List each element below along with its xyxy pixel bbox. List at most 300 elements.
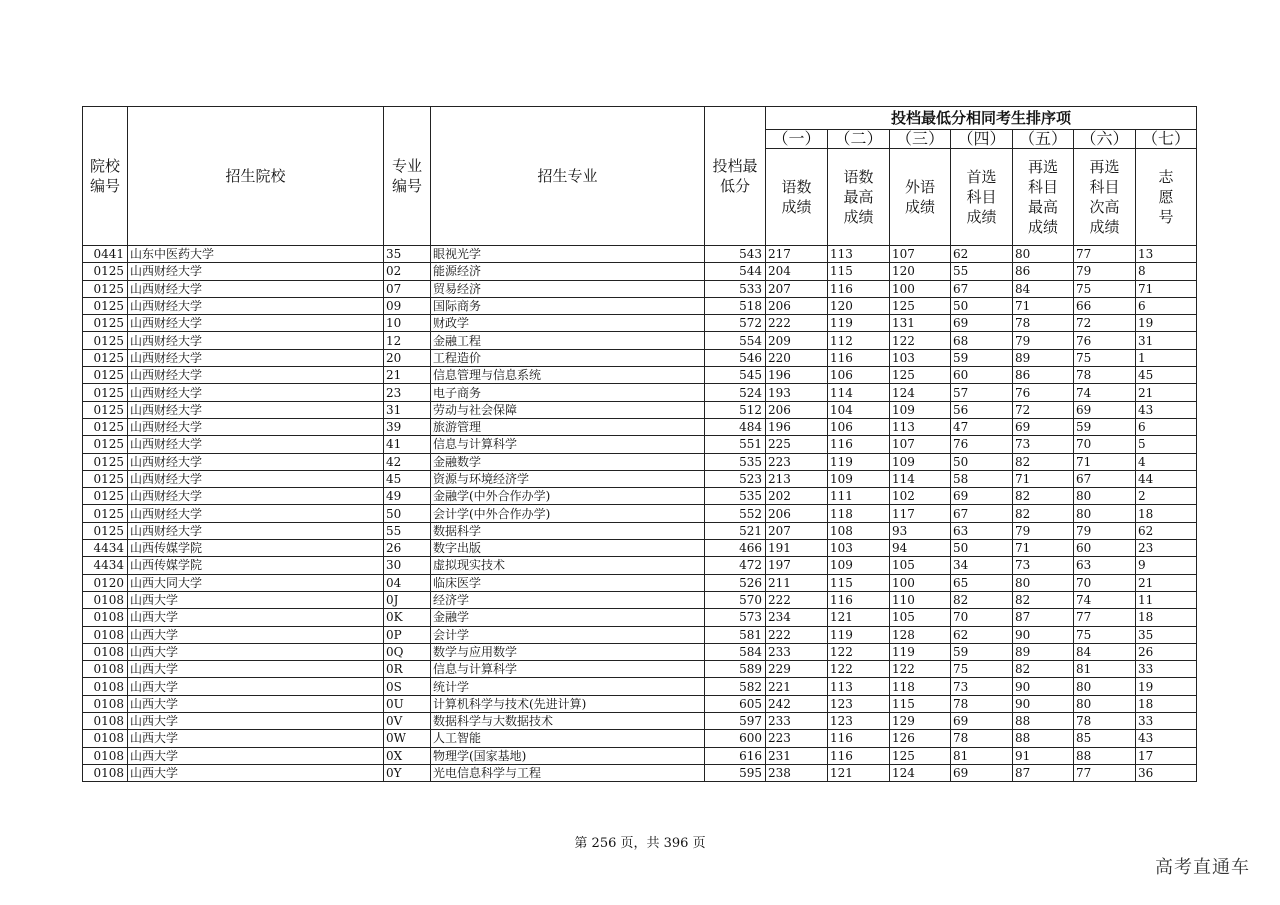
table-cell: 31 bbox=[384, 401, 431, 418]
table-row bbox=[83, 557, 1197, 574]
table-cell: 0Q bbox=[384, 643, 431, 660]
table-cell: 600 bbox=[705, 730, 766, 747]
table-cell: 113 bbox=[828, 246, 890, 263]
table-row bbox=[83, 713, 1197, 730]
table-cell: 山西大学 bbox=[128, 591, 384, 608]
table-cell: 33 bbox=[1136, 713, 1197, 730]
table-cell: 76 bbox=[1074, 332, 1136, 349]
table-cell: 77 bbox=[1074, 609, 1136, 626]
table-cell: 0Y bbox=[384, 764, 431, 781]
table-cell: 117 bbox=[890, 505, 951, 522]
table-cell: 山西大学 bbox=[128, 609, 384, 626]
table-cell: 572 bbox=[705, 315, 766, 332]
table-cell: 山西大学 bbox=[128, 713, 384, 730]
page-footer: 第 256 页，共 396 页 bbox=[574, 836, 706, 851]
table-cell: 222 bbox=[766, 315, 828, 332]
table-cell: 121 bbox=[828, 764, 890, 781]
header-order-3: （三） bbox=[890, 130, 951, 149]
table-cell: 106 bbox=[828, 367, 890, 384]
header-order-2: （二） bbox=[828, 130, 890, 149]
table-cell: 财政学 bbox=[431, 315, 705, 332]
table-cell: 196 bbox=[766, 367, 828, 384]
table-cell: 60 bbox=[1074, 540, 1136, 557]
table-cell: 69 bbox=[951, 315, 1013, 332]
header-sub-5: 再选科目最高成绩 bbox=[1013, 149, 1074, 246]
table-cell: 0108 bbox=[83, 678, 128, 695]
table-cell: 0V bbox=[384, 713, 431, 730]
table-row bbox=[83, 488, 1197, 505]
table-cell: 115 bbox=[828, 574, 890, 591]
table-cell: 88 bbox=[1074, 747, 1136, 764]
table-cell: 78 bbox=[1013, 315, 1074, 332]
table-cell: 山西财经大学 bbox=[128, 470, 384, 487]
table-cell: 工程造价 bbox=[431, 349, 705, 366]
table-cell: 山西财经大学 bbox=[128, 522, 384, 539]
table-cell: 0108 bbox=[83, 695, 128, 712]
table-cell: 102 bbox=[890, 488, 951, 505]
table-cell: 115 bbox=[828, 263, 890, 280]
table-cell: 125 bbox=[890, 367, 951, 384]
table-cell: 90 bbox=[1013, 695, 1074, 712]
table-cell: 128 bbox=[890, 626, 951, 643]
table-row bbox=[83, 418, 1197, 435]
table-cell: 75 bbox=[1074, 626, 1136, 643]
table-cell: 62 bbox=[951, 246, 1013, 263]
table-cell: 山西财经大学 bbox=[128, 332, 384, 349]
table-cell: 10 bbox=[384, 315, 431, 332]
table-cell: 山西传媒学院 bbox=[128, 540, 384, 557]
table-cell: 113 bbox=[828, 678, 890, 695]
table-cell: 0108 bbox=[83, 730, 128, 747]
table-cell: 67 bbox=[951, 280, 1013, 297]
table-cell: 9 bbox=[1136, 557, 1197, 574]
table-cell: 103 bbox=[828, 540, 890, 557]
table-cell: 126 bbox=[890, 730, 951, 747]
table-cell: 87 bbox=[1013, 764, 1074, 781]
table-cell: 78 bbox=[1074, 713, 1136, 730]
table-cell: 84 bbox=[1013, 280, 1074, 297]
table-cell: 193 bbox=[766, 384, 828, 401]
table-cell: 66 bbox=[1074, 297, 1136, 314]
table-cell: 山西大学 bbox=[128, 747, 384, 764]
table-cell: 221 bbox=[766, 678, 828, 695]
table-row bbox=[83, 315, 1197, 332]
table-cell: 62 bbox=[951, 626, 1013, 643]
table-cell: 信息管理与信息系统 bbox=[431, 367, 705, 384]
table-cell: 123 bbox=[828, 713, 890, 730]
table-cell: 108 bbox=[828, 522, 890, 539]
table-cell: 80 bbox=[1074, 695, 1136, 712]
table-cell: 116 bbox=[828, 349, 890, 366]
table-cell: 90 bbox=[1013, 678, 1074, 695]
table-cell: 09 bbox=[384, 297, 431, 314]
table-cell: 71 bbox=[1136, 280, 1197, 297]
table-cell: 国际商务 bbox=[431, 297, 705, 314]
table-cell: 58 bbox=[951, 470, 1013, 487]
table-cell: 86 bbox=[1013, 263, 1074, 280]
table-cell: 116 bbox=[828, 591, 890, 608]
table-cell: 129 bbox=[890, 713, 951, 730]
table-cell: 0125 bbox=[83, 418, 128, 435]
table-cell: 73 bbox=[951, 678, 1013, 695]
table-cell: 581 bbox=[705, 626, 766, 643]
table-row bbox=[83, 367, 1197, 384]
table-cell: 234 bbox=[766, 609, 828, 626]
table-cell: 93 bbox=[890, 522, 951, 539]
table-cell: 535 bbox=[705, 488, 766, 505]
table-cell: 6 bbox=[1136, 418, 1197, 435]
table-cell: 55 bbox=[384, 522, 431, 539]
table-cell: 0125 bbox=[83, 349, 128, 366]
table-cell: 122 bbox=[828, 643, 890, 660]
table-cell: 589 bbox=[705, 661, 766, 678]
table-cell: 597 bbox=[705, 713, 766, 730]
table-cell: 45 bbox=[1136, 367, 1197, 384]
table-cell: 物理学(国家基地) bbox=[431, 747, 705, 764]
table-cell: 71 bbox=[1074, 453, 1136, 470]
table-cell: 197 bbox=[766, 557, 828, 574]
table-cell: 0S bbox=[384, 678, 431, 695]
table-cell: 111 bbox=[828, 488, 890, 505]
table-cell: 23 bbox=[384, 384, 431, 401]
table-cell: 86 bbox=[1013, 367, 1074, 384]
table-cell: 213 bbox=[766, 470, 828, 487]
table-cell: 109 bbox=[890, 401, 951, 418]
header-sub-4: 首选科目成绩 bbox=[951, 149, 1013, 246]
table-cell: 78 bbox=[951, 730, 1013, 747]
table-cell: 81 bbox=[951, 747, 1013, 764]
table-cell: 07 bbox=[384, 280, 431, 297]
table-cell: 521 bbox=[705, 522, 766, 539]
table-cell: 23 bbox=[1136, 540, 1197, 557]
table-cell: 4434 bbox=[83, 557, 128, 574]
table-row bbox=[83, 246, 1197, 263]
table-cell: 78 bbox=[1074, 367, 1136, 384]
table-cell: 70 bbox=[1074, 574, 1136, 591]
table-cell: 121 bbox=[828, 609, 890, 626]
header-order-7: （七） bbox=[1136, 130, 1197, 149]
table-row bbox=[83, 436, 1197, 453]
table-cell: 0125 bbox=[83, 488, 128, 505]
table-cell: 0J bbox=[384, 591, 431, 608]
table-cell: 533 bbox=[705, 280, 766, 297]
table-cell: 107 bbox=[890, 436, 951, 453]
table-cell: 36 bbox=[1136, 764, 1197, 781]
header-major-name: 招生专业 bbox=[431, 107, 705, 246]
table-cell: 109 bbox=[828, 470, 890, 487]
table-cell: 山西财经大学 bbox=[128, 384, 384, 401]
table-cell: 山西财经大学 bbox=[128, 505, 384, 522]
table-cell: 120 bbox=[890, 263, 951, 280]
table-row bbox=[83, 730, 1197, 747]
table-cell: 4 bbox=[1136, 453, 1197, 470]
table-cell: 115 bbox=[890, 695, 951, 712]
table-cell: 75 bbox=[951, 661, 1013, 678]
table-cell: 资源与环境经济学 bbox=[431, 470, 705, 487]
header-sub-3: 外语成绩 bbox=[890, 149, 951, 246]
table-cell: 13 bbox=[1136, 246, 1197, 263]
table-cell: 545 bbox=[705, 367, 766, 384]
table-cell: 211 bbox=[766, 574, 828, 591]
table-cell: 222 bbox=[766, 591, 828, 608]
table-cell: 191 bbox=[766, 540, 828, 557]
table-cell: 2 bbox=[1136, 488, 1197, 505]
table-cell: 数据科学 bbox=[431, 522, 705, 539]
table-cell: 79 bbox=[1074, 522, 1136, 539]
table-cell: 74 bbox=[1074, 384, 1136, 401]
table-row bbox=[83, 609, 1197, 626]
header-sub-7: 志愿号 bbox=[1136, 149, 1197, 246]
table-body bbox=[83, 246, 1197, 782]
table-cell: 0125 bbox=[83, 384, 128, 401]
table-cell: 551 bbox=[705, 436, 766, 453]
table-cell: 43 bbox=[1136, 401, 1197, 418]
table-cell: 125 bbox=[890, 747, 951, 764]
table-cell: 82 bbox=[1013, 488, 1074, 505]
table-cell: 119 bbox=[828, 453, 890, 470]
table-cell: 45 bbox=[384, 470, 431, 487]
table-cell: 74 bbox=[1074, 591, 1136, 608]
table-cell: 472 bbox=[705, 557, 766, 574]
table-cell: 69 bbox=[1013, 418, 1074, 435]
table-cell: 207 bbox=[766, 280, 828, 297]
table-cell: 金融数学 bbox=[431, 453, 705, 470]
table-cell: 518 bbox=[705, 297, 766, 314]
header-order-5: （五） bbox=[1013, 130, 1074, 149]
table-cell: 605 bbox=[705, 695, 766, 712]
table-cell: 60 bbox=[951, 367, 1013, 384]
table-cell: 0125 bbox=[83, 401, 128, 418]
table-row bbox=[83, 522, 1197, 539]
table-cell: 0108 bbox=[83, 609, 128, 626]
table-row bbox=[83, 263, 1197, 280]
table-row bbox=[83, 349, 1197, 366]
table-cell: 山西大学 bbox=[128, 730, 384, 747]
table-cell: 山西财经大学 bbox=[128, 349, 384, 366]
table-cell: 220 bbox=[766, 349, 828, 366]
table-cell: 04 bbox=[384, 574, 431, 591]
table-cell: 112 bbox=[828, 332, 890, 349]
table-cell: 山西财经大学 bbox=[128, 367, 384, 384]
table-cell: 90 bbox=[1013, 626, 1074, 643]
table-cell: 0P bbox=[384, 626, 431, 643]
table-cell: 69 bbox=[951, 488, 1013, 505]
table-cell: 124 bbox=[890, 384, 951, 401]
table-row bbox=[83, 505, 1197, 522]
table-cell: 0125 bbox=[83, 367, 128, 384]
table-cell: 0108 bbox=[83, 643, 128, 660]
table-cell: 242 bbox=[766, 695, 828, 712]
table-cell: 63 bbox=[951, 522, 1013, 539]
table-cell: 18 bbox=[1136, 695, 1197, 712]
table-cell: 78 bbox=[951, 695, 1013, 712]
header-min-score: 投档最低分 bbox=[705, 107, 766, 246]
table-cell: 26 bbox=[1136, 643, 1197, 660]
table-cell: 17 bbox=[1136, 747, 1197, 764]
table-cell: 12 bbox=[384, 332, 431, 349]
table-cell: 0K bbox=[384, 609, 431, 626]
table-cell: 79 bbox=[1013, 522, 1074, 539]
table-cell: 82 bbox=[1013, 505, 1074, 522]
table-cell: 119 bbox=[828, 626, 890, 643]
table-row bbox=[83, 332, 1197, 349]
table-cell: 512 bbox=[705, 401, 766, 418]
table-cell: 20 bbox=[384, 349, 431, 366]
table-cell: 77 bbox=[1074, 764, 1136, 781]
table-cell: 34 bbox=[951, 557, 1013, 574]
table-cell: 山西财经大学 bbox=[128, 418, 384, 435]
table-cell: 238 bbox=[766, 764, 828, 781]
table-cell: 0120 bbox=[83, 574, 128, 591]
table-cell: 21 bbox=[1136, 574, 1197, 591]
table-cell: 103 bbox=[890, 349, 951, 366]
header-order-6: （六） bbox=[1074, 130, 1136, 149]
table-cell: 544 bbox=[705, 263, 766, 280]
table-cell: 81 bbox=[1074, 661, 1136, 678]
table-cell: 57 bbox=[951, 384, 1013, 401]
table-cell: 204 bbox=[766, 263, 828, 280]
table-cell: 116 bbox=[828, 436, 890, 453]
table-cell: 79 bbox=[1013, 332, 1074, 349]
table-cell: 26 bbox=[384, 540, 431, 557]
table-cell: 山西大同大学 bbox=[128, 574, 384, 591]
table-cell: 107 bbox=[890, 246, 951, 263]
table-cell: 80 bbox=[1013, 574, 1074, 591]
table-cell: 116 bbox=[828, 280, 890, 297]
table-cell: 91 bbox=[1013, 747, 1074, 764]
table-cell: 125 bbox=[890, 297, 951, 314]
table-cell: 119 bbox=[828, 315, 890, 332]
table-cell: 85 bbox=[1074, 730, 1136, 747]
header-school-name: 招生院校 bbox=[128, 107, 384, 246]
table-cell: 31 bbox=[1136, 332, 1197, 349]
header-sub-2: 语数最高成绩 bbox=[828, 149, 890, 246]
table-cell: 山西传媒学院 bbox=[128, 557, 384, 574]
table-cell: 131 bbox=[890, 315, 951, 332]
table-cell: 552 bbox=[705, 505, 766, 522]
table-cell: 554 bbox=[705, 332, 766, 349]
table-cell: 山西大学 bbox=[128, 643, 384, 660]
table-cell: 山西财经大学 bbox=[128, 315, 384, 332]
table-cell: 105 bbox=[890, 557, 951, 574]
table-cell: 数学与应用数学 bbox=[431, 643, 705, 660]
table-cell: 35 bbox=[384, 246, 431, 263]
table-cell: 0R bbox=[384, 661, 431, 678]
table-cell: 山西财经大学 bbox=[128, 488, 384, 505]
table-row bbox=[83, 470, 1197, 487]
table-row bbox=[83, 661, 1197, 678]
table-cell: 19 bbox=[1136, 678, 1197, 695]
table-cell: 山西财经大学 bbox=[128, 297, 384, 314]
table-cell: 山西财经大学 bbox=[128, 280, 384, 297]
header-sort-group-title: 投档最低分相同考生排序项 bbox=[766, 107, 1197, 130]
table-cell: 0125 bbox=[83, 332, 128, 349]
table-cell: 67 bbox=[951, 505, 1013, 522]
table-cell: 0125 bbox=[83, 522, 128, 539]
table-row bbox=[83, 297, 1197, 314]
table-cell: 0125 bbox=[83, 280, 128, 297]
table-cell: 196 bbox=[766, 418, 828, 435]
table-cell: 0108 bbox=[83, 626, 128, 643]
table-cell: 75 bbox=[1074, 280, 1136, 297]
table-cell: 信息与计算科学 bbox=[431, 661, 705, 678]
header-sub-6: 再选科目次高成绩 bbox=[1074, 149, 1136, 246]
table-cell: 0X bbox=[384, 747, 431, 764]
table-cell: 0108 bbox=[83, 713, 128, 730]
table-cell: 223 bbox=[766, 453, 828, 470]
table-cell: 118 bbox=[890, 678, 951, 695]
table-cell: 69 bbox=[951, 764, 1013, 781]
table-cell: 金融学(中外合作办学) bbox=[431, 488, 705, 505]
table-cell: 76 bbox=[951, 436, 1013, 453]
table-cell: 206 bbox=[766, 401, 828, 418]
table-cell: 72 bbox=[1074, 315, 1136, 332]
table-cell: 67 bbox=[1074, 470, 1136, 487]
table-cell: 72 bbox=[1013, 401, 1074, 418]
table-cell: 202 bbox=[766, 488, 828, 505]
table-cell: 山西大学 bbox=[128, 626, 384, 643]
table-cell: 30 bbox=[384, 557, 431, 574]
table-cell: 55 bbox=[951, 263, 1013, 280]
table-cell: 69 bbox=[1074, 401, 1136, 418]
table-cell: 山东中医药大学 bbox=[128, 246, 384, 263]
table-cell: 33 bbox=[1136, 661, 1197, 678]
table-cell: 70 bbox=[951, 609, 1013, 626]
table-cell: 105 bbox=[890, 609, 951, 626]
table-cell: 0W bbox=[384, 730, 431, 747]
table-cell: 595 bbox=[705, 764, 766, 781]
table-cell: 207 bbox=[766, 522, 828, 539]
table-cell: 金融学 bbox=[431, 609, 705, 626]
table-cell: 63 bbox=[1074, 557, 1136, 574]
table-cell: 82 bbox=[1013, 591, 1074, 608]
table-cell: 582 bbox=[705, 678, 766, 695]
table-cell: 5 bbox=[1136, 436, 1197, 453]
table-cell: 543 bbox=[705, 246, 766, 263]
table-cell: 100 bbox=[890, 574, 951, 591]
table-cell: 109 bbox=[890, 453, 951, 470]
table-cell: 225 bbox=[766, 436, 828, 453]
table-cell: 电子商务 bbox=[431, 384, 705, 401]
table-cell: 6 bbox=[1136, 297, 1197, 314]
table-cell: 120 bbox=[828, 297, 890, 314]
table-row bbox=[83, 280, 1197, 297]
table-cell: 47 bbox=[951, 418, 1013, 435]
table-cell: 经济学 bbox=[431, 591, 705, 608]
table-cell: 229 bbox=[766, 661, 828, 678]
table-cell: 数据科学与大数据技术 bbox=[431, 713, 705, 730]
table-cell: 山西财经大学 bbox=[128, 401, 384, 418]
table-cell: 77 bbox=[1074, 246, 1136, 263]
table-cell: 222 bbox=[766, 626, 828, 643]
table-cell: 59 bbox=[1074, 418, 1136, 435]
table-cell: 88 bbox=[1013, 713, 1074, 730]
header-order-4: （四） bbox=[951, 130, 1013, 149]
table-cell: 87 bbox=[1013, 609, 1074, 626]
table-cell: 0108 bbox=[83, 764, 128, 781]
table-cell: 山西财经大学 bbox=[128, 436, 384, 453]
table-cell: 466 bbox=[705, 540, 766, 557]
table-row bbox=[83, 591, 1197, 608]
table-cell: 0125 bbox=[83, 453, 128, 470]
table-cell: 616 bbox=[705, 747, 766, 764]
table-cell: 18 bbox=[1136, 609, 1197, 626]
table-cell: 41 bbox=[384, 436, 431, 453]
table-cell: 114 bbox=[828, 384, 890, 401]
table-cell: 0125 bbox=[83, 436, 128, 453]
table-cell: 206 bbox=[766, 297, 828, 314]
table-cell: 眼视光学 bbox=[431, 246, 705, 263]
